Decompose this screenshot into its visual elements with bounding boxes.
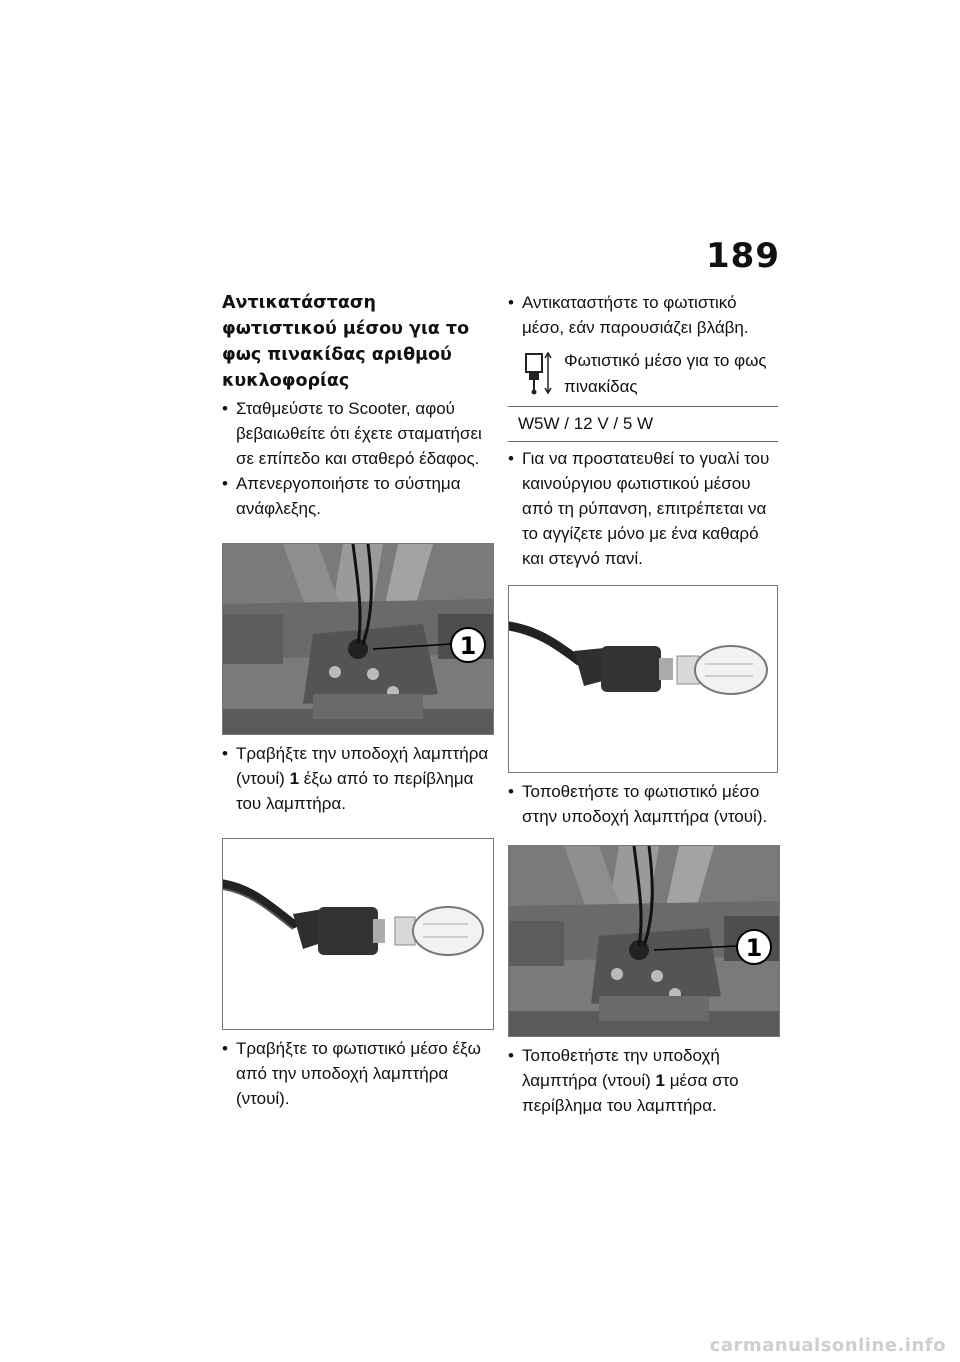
figure-bulb-insert [508, 585, 778, 773]
step-text-after: έξω από το περίβλημα του λαμπτήρα. [236, 769, 474, 813]
step-replace-bulb [508, 290, 778, 340]
left-column [222, 290, 492, 1111]
spec-title: Φωτιστικό μέσο για το φως πινακίδας [564, 351, 767, 396]
section-heading: Αντικατάσταση φωτιστικού μέσου για το φως πινακίδας αριθμού κυκλοφορίας [222, 293, 470, 391]
step-text-before: Τοποθετήστε την υποδοχή λαμπτήρα (ντουί) [522, 1046, 720, 1090]
bullet: • [508, 1046, 514, 1065]
part-ref: 1 [655, 1071, 666, 1090]
step-text: Τραβήξτε το φωτιστικό μέσο έξω από την υποδοχή λαμπτήρα (ντουί). [236, 1039, 481, 1108]
step-text-after: μέσα στο περίβλημα του λαμπτήρα. [522, 1071, 739, 1115]
step-insert-bulb [508, 779, 778, 829]
figure-lamp-housing-socket [222, 543, 494, 735]
figure-socket-reinstall [508, 845, 780, 1037]
bullet: • [508, 293, 514, 312]
watermark: carmanualsonline.info [709, 1335, 946, 1356]
step-park [222, 396, 492, 471]
callout-1: 1 [459, 632, 477, 660]
bulb-spec-icon [516, 350, 556, 396]
bullet: • [222, 744, 228, 763]
photo-housing-reinstall-illustration [509, 846, 779, 1036]
bullet: • [222, 1039, 228, 1058]
page-number: 189 [706, 236, 780, 276]
bullet: • [508, 782, 514, 801]
spec-value: W5W / 12 V / 5 W [508, 407, 778, 442]
step-pull-bulb [222, 1036, 492, 1111]
step-text: Αντικαταστήστε το φωτιστικό μέσο, εάν παρουσιάζει βλάβη. [522, 293, 749, 337]
spec-table [508, 348, 778, 442]
callout-1: 1 [745, 934, 763, 962]
bullet: • [222, 474, 228, 493]
step-ignition-off [222, 471, 492, 521]
photo-bulb-insert-illustration [509, 586, 777, 772]
bullet: • [222, 399, 228, 418]
step-text: Απενεργοποιήστε το σύστημα ανάφλεξης. [236, 474, 461, 518]
spec-header-row [508, 348, 778, 407]
step-text: Για να προστατευθεί το γυαλί του καινούργιου φωτιστικού μέσου από τη ρύπανση, επιτρέπεται να το αγγίζετε μόνο με ένα καθαρό και στεγνό πανί. [522, 449, 770, 568]
step-reinstall-socket [508, 1043, 778, 1118]
step-text: Σταθμεύστε το Scooter, αφού βεβαιωθείτε ότι έχετε σταματήσει σε επίπεδο και σταθερό έδαφος. [236, 399, 482, 468]
step-text-before: Τραβήξτε την υποδοχή λαμπτήρα (ντουί) [236, 744, 489, 788]
bullet: • [508, 449, 514, 468]
step-protect-glass [508, 446, 778, 571]
step-text: Τοποθετήστε το φωτιστικό μέσο στην υποδοχή λαμπτήρα (ντουί). [522, 782, 768, 826]
step-pull-socket [222, 741, 492, 816]
part-ref: 1 [289, 769, 300, 788]
photo-housing-illustration [223, 544, 493, 734]
figure-bulb-removed [222, 838, 494, 1030]
right-column [508, 290, 778, 1118]
photo-bulb-socket-illustration [223, 839, 493, 1029]
